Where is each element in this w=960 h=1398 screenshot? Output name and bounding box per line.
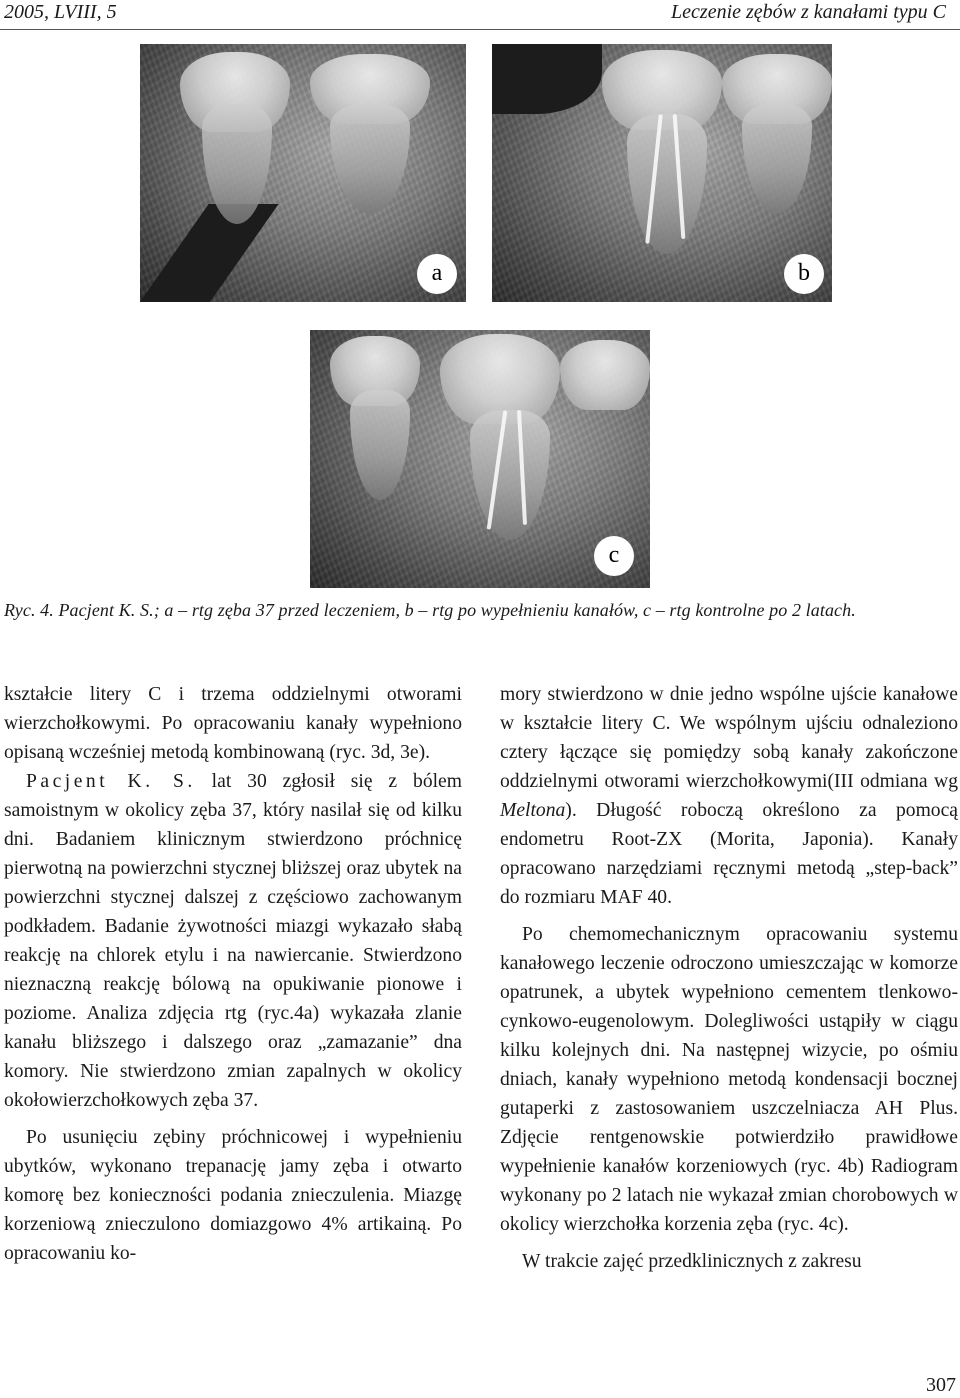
panel-label: c bbox=[594, 536, 634, 576]
page-number: 307 bbox=[926, 1374, 956, 1396]
author-name: Meltona bbox=[500, 800, 566, 821]
journal-issue: 2005, LVIII, 5 bbox=[4, 1, 117, 23]
tooth-root bbox=[470, 410, 550, 540]
paragraph: Pacjent K. S. lat 30 zgłosił się z bólem samoistnym w okolicy zęba 37, który nasilał się od kilku dni. Badaniem klinicznym stwierdzono próchnicę pierwotną na powierzchni stycznej bliższej oraz ubytek na powierzchni stycznej dalszej z częściowo zachowanym podkładem. Badanie żywotności miazgi wykazało słabą reakcję na chlorek etylu i na nawiercanie. Stwierdzono nieznaczną reakcję bólową na opukiwanie pionowe i poziome. Analiza zdjęcia rtg (ryc.4a) wykazała zlanie kanału bliższego i dalszego oraz „zamazanie” dna komory. Nie stwierdzono zmian zapalnych w okolicy okołowierzchołkowych zęba 37. bbox=[4, 771, 462, 1111]
paragraph: mory stwierdzono w dnie jedno wspólne ujście kanałowe w kształcie litery C. We wspólnym ujściu odnaleziono cztery łączące się pomiędzy sobą kanały zakończone oddzielnymi otworami wierzchołkowymi(III odmiana wg Meltona). Długość roboczą określono za pomocą endometru Root-ZX (Morita, Japonia). Kanały opracowano narzędziami ręcznymi metodą „step-back” do rozmiaru MAF 40. bbox=[500, 684, 958, 908]
left-column bbox=[4, 680, 462, 1268]
patient-lead: Pacjent K. S. bbox=[26, 771, 196, 792]
tooth-crown bbox=[560, 340, 650, 410]
tooth-root bbox=[330, 104, 410, 214]
paragraph: kształcie litery C i trzema oddzielnymi otworami wierzchołkowymi. Po opracowaniu kanały wypełniono opisaną wcześniej metodą kombinowaną (ryc. 3d, 3e). bbox=[4, 684, 462, 763]
article-running-title: Leczenie zębów z kanałami typu C bbox=[671, 1, 946, 23]
xray-background-area bbox=[492, 44, 602, 114]
xray-background-area bbox=[140, 204, 279, 302]
tooth-root bbox=[627, 114, 707, 254]
xray-panel-a bbox=[140, 44, 466, 302]
xray-panel-b bbox=[492, 44, 832, 302]
paragraph: Po chemomechanicznym opracowaniu systemu kanałowego leczenie odroczono umieszczając w komorze opatrunek, a ubytek wypełniono cementem tlenkowo-cynkowo-eugenolowym. Dolegliwości ustąpiły w ciągu kilku kolejnych dni. Na następnej wizycie, po ośmiu dniach, kanały wypełniono metodą kondensacji bocznej gutaperki z zastosowaniem uszczelniacza AH Plus. Zdjęcie rentgenowskie potwierdziło prawidłowe wypełnienie kanałów korzeniowych (ryc. 4b) Radiogram wykonany po 2 latach nie wykazał zmian chorobowych w okolicy wierzchołka korzenia zęba (ryc. 4c). bbox=[500, 924, 958, 1235]
xray-panel-c bbox=[310, 330, 650, 588]
paragraph: W trakcie zajęć przedklinicznych z zakresu bbox=[522, 1251, 862, 1272]
panel-label: b bbox=[784, 254, 824, 294]
header-rule bbox=[0, 29, 960, 30]
running-header bbox=[0, 0, 960, 30]
tooth-root bbox=[742, 104, 812, 214]
right-column bbox=[500, 680, 958, 1276]
figure-caption: Ryc. 4. Pacjent K. S.; a – rtg zęba 37 przed leczeniem, b – rtg po wypełnieniu kanałów, c – rtg kontrolne po 2 latach. bbox=[4, 600, 856, 620]
panel-label: a bbox=[417, 254, 457, 294]
tooth-root bbox=[350, 390, 410, 500]
paragraph: Po usunięciu zębiny próchnicowej i wypełnieniu ubytków, wykonano trepanację jamy zęba i otwarto komorę bez konieczności podania znieczulenia. Miazgę korzeniową znieczulono domiazgowo 4% artikainą. Po opracowaniu ko- bbox=[4, 1127, 462, 1264]
